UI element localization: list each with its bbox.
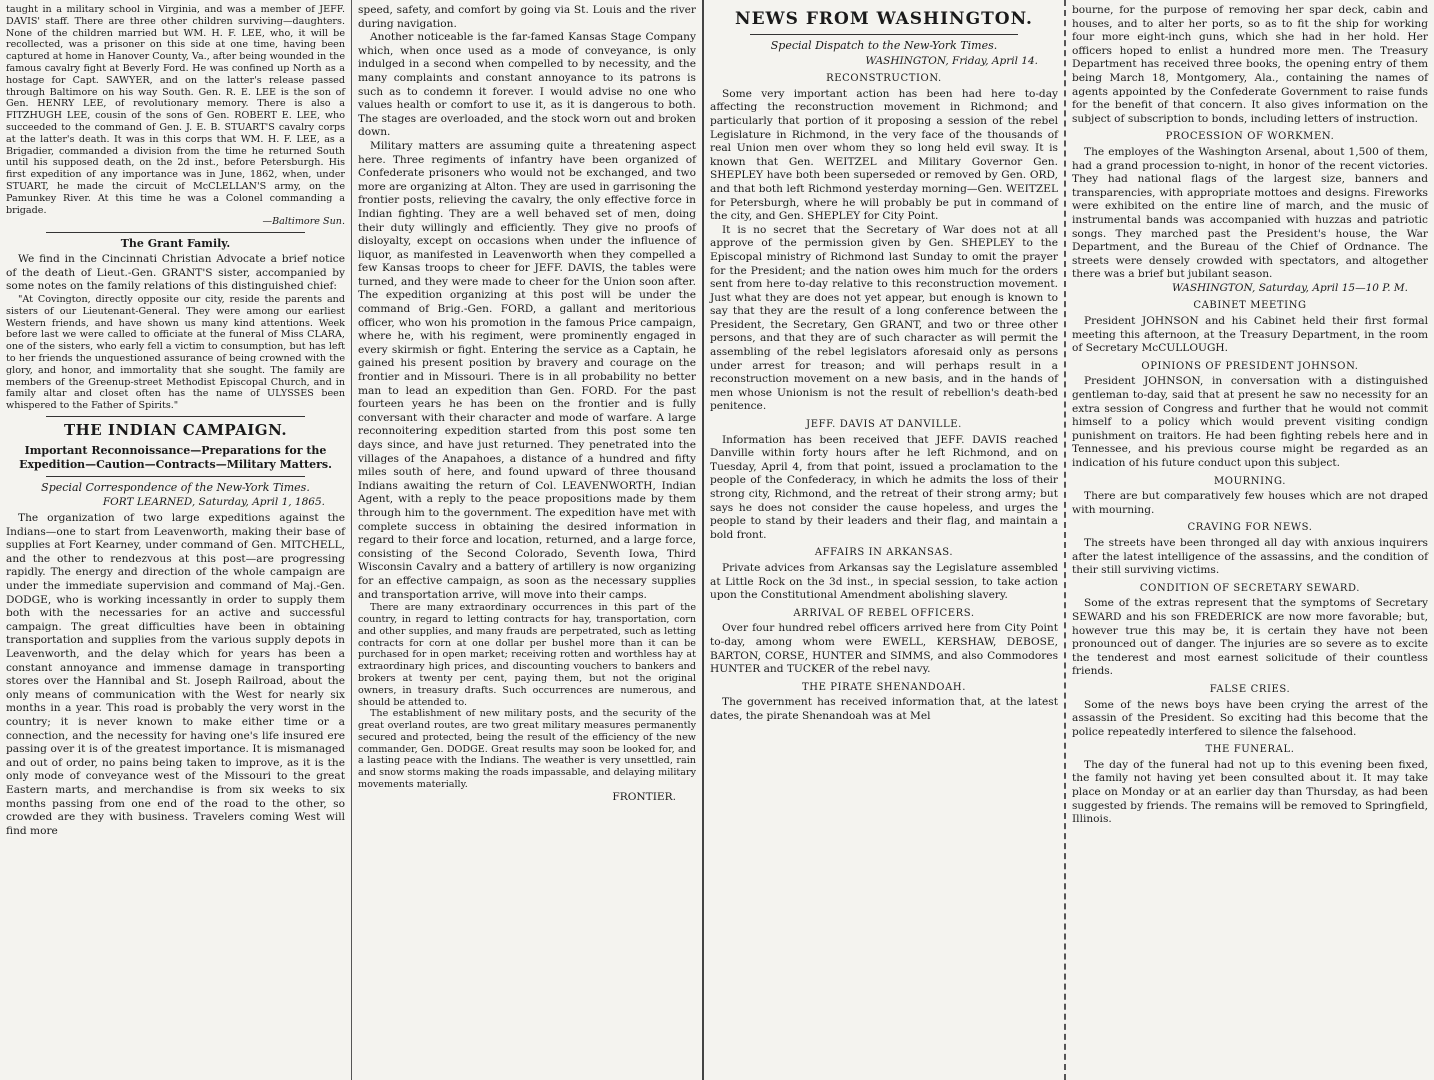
article-paragraph: Information has been received that JEFF. DAVIS reached Danville within forty hours after he left Richmond, and on Tuesday, April 4, from that point, issued a proclamation to the people of the Confederacy, in which he admits the loss of their strong city, Richmond, and the retreat of their strong army; but says he does not consider the cause hopeless, and urges the people to stand by their leaders and their flag, and maintain a bold front. [710, 433, 1058, 541]
divider [46, 232, 305, 233]
section-heading-cabinet: CABINET MEETING [1193, 300, 1307, 312]
section-heading-shenandoah: THE PIRATE SHENANDOAH. [801, 681, 967, 693]
section-heading-false-cries: FALSE CRIES. [1209, 683, 1291, 695]
column-2 [352, 0, 704, 1080]
indian-campaign-paragraph: The organization of two large expeditions against the Indians—one to start from Leavenworth, making their base of supplies at Fort Kearney, under command of Gen. MITCHELL, and the other to rendezvous at this post—are progressing rapidly. The energy and direction of the whole campaign are under the immediate supervision and command of Maj.-Gen. DODGE, who is working incessantly in order to supply them both with the necessaries for an active and successful campaign. The great difficulties have been in obtaining transportation and supplies from the various supply depots in Leavenworth, and the delay which for years has been a constant annoyance and immense damage in transporting stores over the Hannibal and St. Joseph Railroad, about the only means of communication with the West for nearly six months in a year. This road is probably the very worst in the country; it is never known to make either time or a connection, and the necessity for having one's life insured ere passing over it is of the greatest importance. It is mismanaged and out of order, no pains being taken to improve, as it is the only mode of conveyance west of the Missouri to the great Eastern marts, and merchandise is from six weeks to six months passing from one end of the road to the other, so crowded are they with business. Travelers coming West will find more [6, 512, 345, 837]
indian-campaign-subheading: Important Reconnoissance—Preparations for the Expedition—Caution—Contracts—Military Matters. [19, 443, 332, 471]
column-3 [704, 0, 1066, 1080]
section-heading-reconstruction: RECONSTRUCTION. [826, 73, 942, 85]
article-paragraph: The day of the funeral had not up to this evening been fixed, the family not having yet been consulted about it. It may take place on Monday or at an earlier day than Thursday, as had been suggested by friends. The remains will be removed to Springfield, Illinois. [1072, 758, 1428, 826]
article-paragraph: Another noticeable is the far-famed Kansas Stage Company which, when once used as a mode of conveyance, is only indulged in a second when compelled to by necessity, and the many complaints and constant annoyance to its patrons is such as to condemn it forever. I would advise no one who values health or comfort to use it, as it is dangerous to both. The stages are overloaded, and the stock worn out and broken down. [358, 31, 696, 139]
article-paragraph: Military matters are assuming quite a threatening aspect here. Three regiments of infantry have been organized of Confederate prisoners who would not be exchanged, and two more are organizing at Alton. They are used in garrisoning the frontier posts, relieving the cavalry, the only effective force in Indian fighting. They are a well behaved set of men, doing their duty willingly and efficiently. They give no proofs of disloyalty, except on occasions when under the influence of liquor, as manifested in Leavenworth when they compelled a few Kansas troops to cheer for JEFF. DAVIS, the tables were turned, and they were made to cheer for the Union soon after. The expedition organizing at this post will be under the command of Brig.-Gen. FORD, a gallant and meritorious officer, who won his promotion in the famous Price campaign, where he, with his regiment, were prominently engaged in every skirmish or fight. Entering the service as a Captain, he gained his present position by bravery and courage on the frontier and in Missouri. There is in all probability no better man to lead an expedition than Gen. FORD. For the past fourteen years he has been on the frontier and is fully conversant with their character and mode of warfare. A large reconnoitering expedition started from this post some ten days since, and have just returned. They penetrated into the villages of the Anapahoes, a distance of a hundred and fifty miles south of here, and found upward of three thousand Indians awaiting the return of Col. LEAVENWORTH, Indian Agent, with a reply to the peace propositions made by them through him to the government. The expedition have met with complete success in obtaining the desired information in regard to their force and location, returned, and a large force, consisting of the Second Colorado, Seventh Iowa, Third Wisconsin Cavalry and a battery of artillery is now organizing for an effective campaign, as soon as the necessary supplies and transportation arrive, will move into their camps. [358, 139, 696, 601]
article-paragraph: The establishment of new military posts, and the security of the great overland routes, are two great military measures permanently secured and protected, being the result of the efficiency of the new commander, Gen. DODGE. Great results may soon be looked for, and a lasting peace with the Indians. The weather is very unsettled, rain and snow storms making the roads impassable, and delaying military movements materially. [358, 708, 696, 791]
article-paragraph: bourne, for the purpose of removing her spar deck, cabin and houses, and to alter her ports, so as to fit the ship for working four more eight-inch guns, which she had in her hold. Her officers hoped to enlist a hundred more men. The Treasury Department has received three books, the opening entry of them being March 18, Montgomery, Ala., containing the names of agents appointed by the Confederate Government to raise funds for the benefit of that concern. It also gives information on the subject of subscription to bonds, including letters of instruction. [1072, 4, 1428, 125]
section-heading-seward: CONDITION OF SECRETARY SEWARD. [1139, 582, 1361, 594]
article-paragraph: speed, safety, and comfort by going via St. Louis and the river during navigation. [358, 4, 696, 30]
article-paragraph: President JOHNSON, in conversation with a distinguished gentleman to-day, said that at present he saw no necessity for an extra session of Congress and further that he would not commit himself to a policy which would prevent visiting condign punishment on traitors. He had been fighting rebels here and in Tennessee, and his previous course might be regarded as an indication of his future conduct upon this subject. [1072, 375, 1428, 469]
article-paragraph: Over four hundred rebel officers arrived here from City Point to-day, among whom were EWELL, KERSHAW, DEBOSE, BARTON, CORSE, HUNTER and SIMMS, and also Commodores HUNTER and TUCKER of the rebel navy. [710, 622, 1058, 676]
divider [750, 34, 1018, 35]
column-1 [0, 0, 352, 1080]
section-heading-arkansas: AFFAIRS IN ARKANSAS. [814, 547, 954, 559]
grant-family-paragraph: We find in the Cincinnati Christian Advocate a brief notice of the death of Lieut.-Gen. GRANT'S sister, accompanied by some notes on the family relations of this distinguished chief: [6, 253, 345, 293]
byline: Special Correspondence of the New-York Times. [41, 480, 310, 494]
article-paragraph: There are but comparatively few houses which are not draped with mourning. [1072, 490, 1428, 516]
article-paragraph: It is no secret that the Secretary of War does not at all approve of the permission given by Gen. SHEPLEY to the Episcopal ministry of Richmond last Sunday to omit the prayer for the President; and the nation owes him much for the orders sent from here to-day relative to this reconstruction movement. Just what they are does not yet appear, but enough is known to say that they are the result of a long conference between the President, the Secretary, Gen GRANT, and two or three other persons, and that they are of such character as will permit the assembling of the rebel legislators aforesaid only as persons under arrest for treason; and will perhaps result in a reconstruction movement on a new basis, and in the hands of men whose Unionism is not the result of rebellion's death-bed penitence. [710, 223, 1058, 413]
dateline: FORT LEARNED, Saturday, April 1, 1865. [102, 496, 325, 509]
column-4 [1066, 0, 1434, 1080]
article-paragraph: Some of the extras represent that the symptoms of Secretary SEWARD and his son FREDERICK are now more favorable; but, however true this may be, it is certain they have not been pronounced out of danger. The injuries are so severe as to excite the tenderest and most earnest solicitude of their countless friends. [1072, 597, 1428, 678]
article-paragraph: The government has received information that, at the latest dates, the pirate Shenandoah was at Mel [710, 696, 1058, 722]
dateline: WASHINGTON, Friday, April 14. [865, 54, 1038, 67]
article-paragraph: The employes of the Washington Arsenal, about 1,500 of them, had a grand procession to-night, in honor of the recent victories. They had national flags of the largest size, banners and transparencies, with appropriate mottoes and designs. Fireworks were exhibited on the entire line of march, and the music of instrumental bands was accompanied with huzzas and patriotic songs. They marched past the President's house, the War Department, and the Bureau of the Chief of Ordnance. The streets were densely crowded with spectators, and altogether there was a brief but jubilant season. [1072, 145, 1428, 281]
article-paragraph: There are many extraordinary occurrences in this part of the country, in regard to letting contracts for hay, transportation, corn and other supplies, and many frauds are perpetrated, such as letting contracts for corn at one dollar per bushel more than it can be purchased for in open market; receiving rotten and worthless hay at extraordinary high prices, and discounting vouchers to bankers and brokers at twenty per cent, paying them, but not the original owners, in treasury drafts. Such occurrences are numerous, and should be attended to. [358, 602, 696, 708]
article-paragraph: President JOHNSON and his Cabinet held their first formal meeting this afternoon, at the Treasury Department, in the room of Secretary McCULLOUGH. [1072, 315, 1428, 355]
divider [46, 476, 305, 477]
byline: Special Dispatch to the New-York Times. [770, 39, 998, 52]
section-heading-craving: CRAVING FOR NEWS. [1187, 522, 1313, 534]
grant-family-heading: The Grant Family. [120, 237, 231, 251]
source-credit: —Baltimore Sun. [262, 216, 345, 228]
article-paragraph: The streets have been thronged all day with anxious inquirers after the latest intelligence of the assassins, and the condition of their still surviving victims. [1072, 536, 1428, 577]
section-heading-procession: PROCESSION OF WORKMEN. [1165, 131, 1335, 143]
section-heading-rebel-officers: ARRIVAL OF REBEL OFFICERS. [793, 607, 975, 619]
article-paragraph: Some very important action has been had here to-day affecting the reconstruction movement in Richmond; and particularly that portion of it proposing a session of the rebel Legislature in Richmond, in the very face of the thousands of real Union men over whom they so long held evil sway. It is known that Gen. WEITZEL and Military Governor Gen. SHEPLEY have both been superseded or removed by Gen. ORD, and that both left Richmond yesterday morning—Gen. WEITZEL for Petersburgh, where he will probably be put in command of the city, and Gen. SHEPLEY for City Point. [710, 87, 1058, 223]
lee-family-paragraph: taught in a military school in Virginia, and was a member of JEFF. DAVIS' staff. There are three other children surviving—daughters. None of the children married but WM. H. F. LEE, who, it will be recollected, was a prisoner on this side at one time, having been captured at home in Hanover County, Va., after being wounded in the famous cavalry fight at Beverly Ford. He was confined up North as a hostage for Capt. SAWYER, and on the latter's release passed through Baltimore on his way South. Gen. R. E. LEE is the son of Gen. HENRY LEE, of revolutionary memory. There is also a FITZHUGH LEE, cousin of the sons of Gen. ROBERT E. LEE, who succeeded to the command of Gen. J. E. B. STUART'S cavalry corps at the latter's death. It was in this corps that WM. H. F. LEE, as a Brigadier, commanded a division from the time he returned South until his supposed death, on the 2d inst., before Petersburgh. His first expedition of any importance was in June, 1862, when, under STUART, he made the circuit of McCLELLAN'S army, on the Pamunkey River. At this time he was a Colonel commanding a brigade. [6, 4, 345, 216]
article-paragraph: Private advices from Arkansas say the Legislature assembled at Little Rock on the 3d inst., in special session, to take action upon the Constitutional Amendment abolishing slavery. [710, 561, 1058, 602]
news-from-washington-heading: NEWS FROM WASHINGTON. [735, 9, 1033, 29]
divider [46, 416, 305, 417]
signature: FRONTIER. [612, 790, 676, 803]
article-paragraph: Some of the news boys have been crying the arrest of the assassin of the President. So exciting had this become that the police repeatedly interfered to silence the falsehood. [1072, 698, 1428, 738]
section-heading-mourning: MOURNING. [1213, 475, 1287, 487]
section-heading-funeral: THE FUNERAL. [1205, 744, 1295, 756]
section-heading-opinions: OPINIONS OF PRESIDENT JOHNSON. [1141, 360, 1359, 372]
indian-campaign-heading: THE INDIAN CAMPAIGN. [63, 420, 288, 439]
section-heading-davis: JEFF. DAVIS AT DANVILLE. [806, 419, 962, 431]
grant-family-quote: "At Covington, directly opposite our city, reside the parents and sisters of our Lieutenant-General. They were among our earliest Western friends, and have shown us many kind attentions. Week before last we were called to officiate at the funeral of Miss CLARA, one of the sisters, who early fell a victim to consumption, but has left to her friends the unquestioned assurance of being crowned with the glory, and honor, and immortality that she sought. The family are members of the Greenup-street Methodist Episcopal Church, and in family altar and closet often has the name of ULYSSES been whispered to the Father of Spirits." [6, 293, 345, 412]
dateline: WASHINGTON, Saturday, April 15—10 P. M. [1171, 281, 1408, 294]
